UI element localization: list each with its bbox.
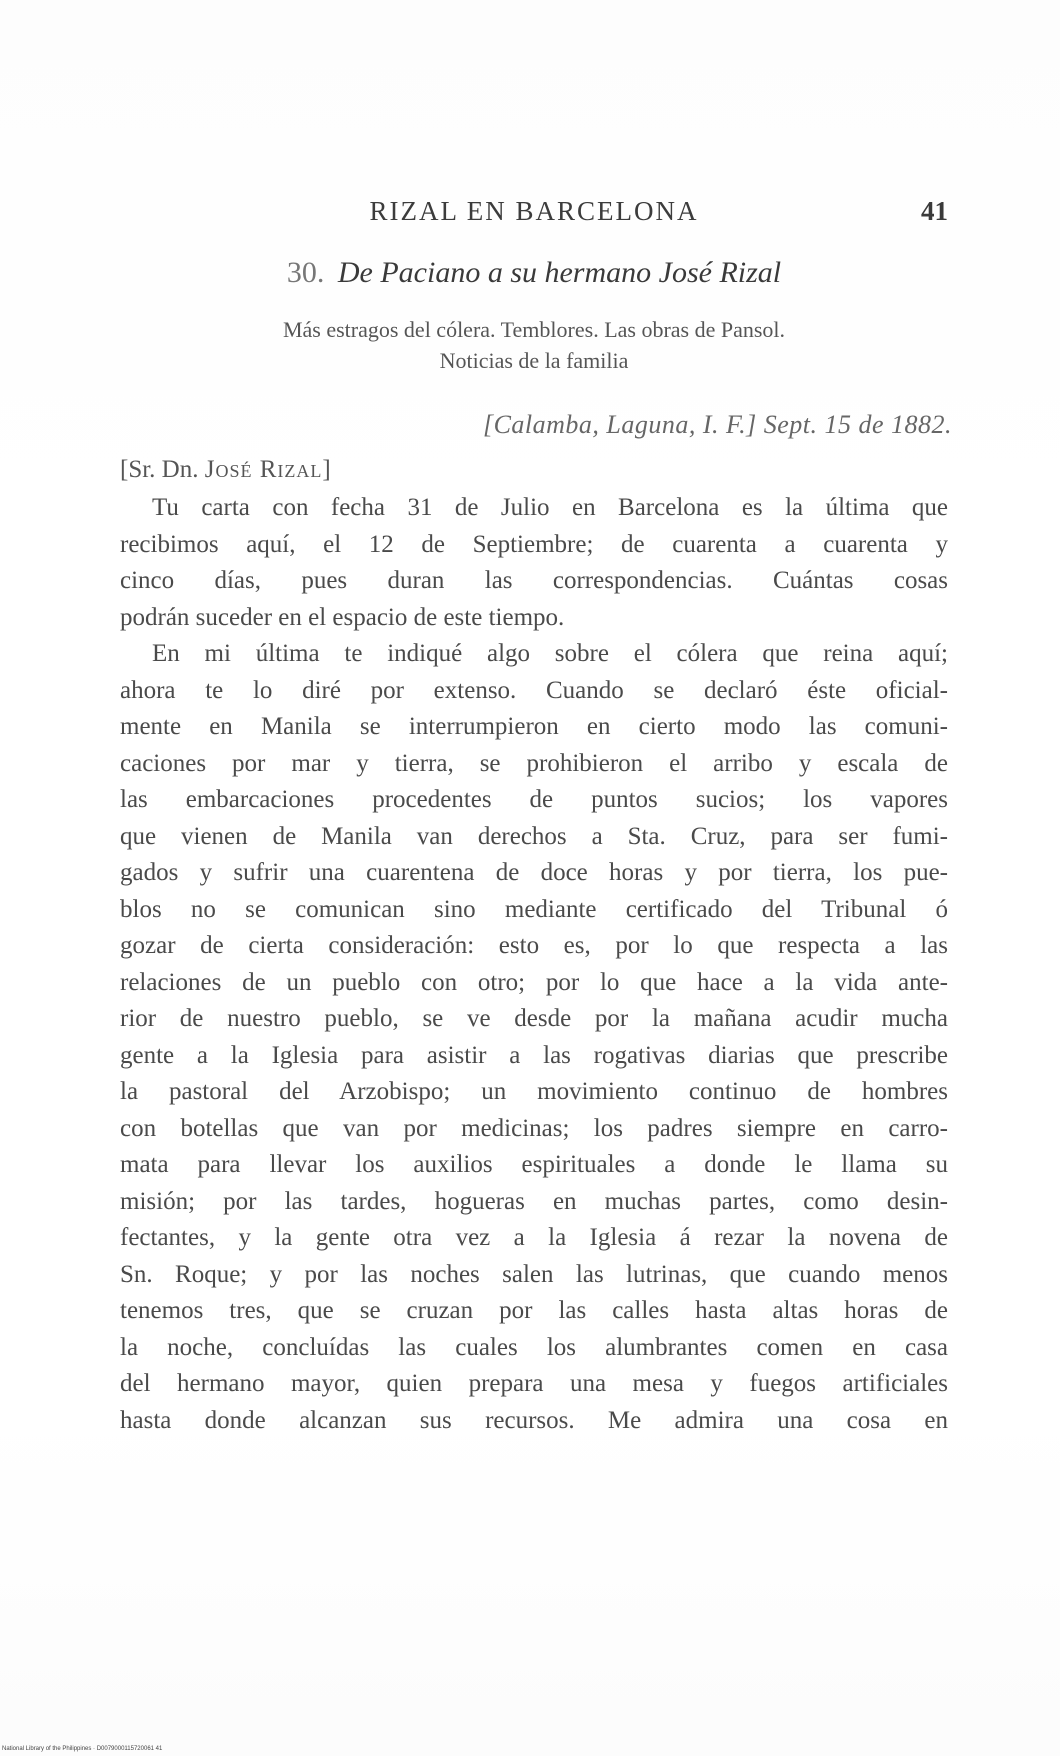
running-head — [120, 196, 948, 236]
body-line: cinco días, pues duran las correspondencias. Cuántas cosas — [120, 567, 948, 594]
body-line: ahora te lo diré por extenso. Cuando se declaró éste oficial- — [120, 676, 948, 704]
dateline: [Calamba, Laguna, I. F.] Sept. 15 de 1882. — [482, 410, 952, 439]
salutation-close: ] — [322, 456, 331, 483]
body-line: mente en Manila se interrumpieron en cierto modo las comuni- — [120, 713, 948, 740]
body-line: podrán suceder en el espacio de este tiempo. — [120, 603, 565, 631]
scan-credit: National Library of the Philippines · D0079000115720061 41 — [2, 1746, 163, 1752]
letter-heading — [120, 256, 948, 290]
body-line: gozar de cierta consideración: esto es, por lo que respecta a las — [120, 932, 948, 959]
letter-title: De Paciano a su hermano José Rizal — [337, 256, 782, 289]
body-line: fectantes, y la gente otra vez a la Iglesia á rezar la novena de — [120, 1224, 948, 1251]
body-line: relaciones de un pueblo con otro; por lo que hace a la vida ante- — [120, 968, 948, 996]
body-line: tenemos tres, que se cruzan por las calles hasta altas horas de — [120, 1297, 948, 1324]
body-line: caciones por mar y tierra, se prohibieron el arribo y escala de — [120, 749, 948, 777]
body-line: rior de nuestro pueblo, se ve desde por la mañana acudir mucha — [120, 1005, 948, 1032]
body-line: blos no se comunican sino mediante certificado del Tribunal ó — [120, 895, 948, 923]
running-title: RIZAL EN BARCELONA — [369, 196, 699, 226]
body-line: recibimos aquí, el 12 de Septiembre; de cuarenta a cuarenta y — [120, 530, 948, 558]
salutation — [120, 456, 331, 484]
body-line: mata para llevar los auxilios espirituales a donde le llama su — [120, 1151, 948, 1178]
body-line: Sn. Roque; y por las noches salen las lutrinas, que cuando menos — [120, 1260, 948, 1288]
body-line: las embarcaciones procedentes de puntos sucios; los vapores — [120, 786, 948, 813]
body-line: Tu carta con fecha 31 de Julio en Barcelona es la última que — [152, 494, 948, 521]
letter-summary — [120, 314, 948, 376]
body-line: la noche, concluídas las cuales los alumbrantes comen en casa — [120, 1333, 948, 1361]
summary-line: Noticias de la familia — [439, 348, 629, 373]
body-line: del hermano mayor, quien prepara una mesa y fuegos artificiales — [120, 1370, 948, 1397]
body-line: hasta donde alcanzan sus recursos. Me admira una cosa en — [120, 1406, 948, 1434]
body-line: gados y sufrir una cuarentena de doce horas y por tierra, los pue- — [120, 859, 948, 886]
body-line: gente a la Iglesia para asistir a las rogativas diarias que prescribe — [120, 1041, 948, 1069]
summary-line: Más estragos del cólera. Temblores. Las obras de Pansol. — [282, 317, 786, 342]
body-line: En mi última te indiqué algo sobre el cólera que reina aquí; — [152, 640, 948, 667]
body-line: misión; por las tardes, hogueras en muchas partes, como desin- — [120, 1187, 948, 1215]
body-line: con botellas que van por medicinas; los padres siempre en carro- — [120, 1114, 948, 1142]
letter-number: 30. — [286, 256, 325, 289]
page-number: 41 — [921, 196, 948, 226]
body-line: la pastoral del Arzobispo; un movimiento continuo de hombres — [120, 1078, 948, 1105]
salutation-open: [Sr. Dn. — [120, 456, 205, 483]
body-line: que vienen de Manila van derechos a Sta. Cruz, para ser fumi- — [120, 822, 948, 850]
salutation-name: José Rizal — [204, 456, 323, 483]
letter-body — [120, 490, 948, 1439]
